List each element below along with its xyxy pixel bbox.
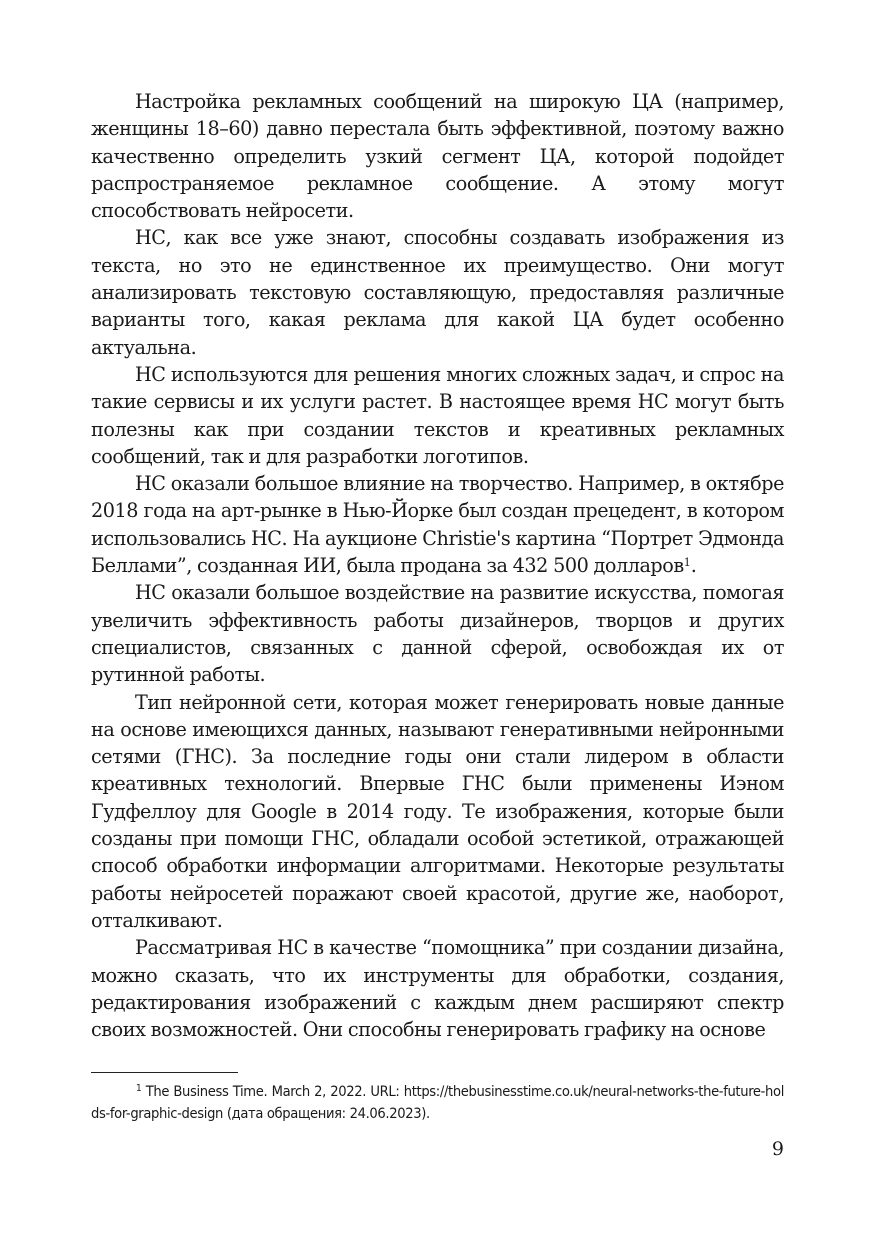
page-number: 9	[771, 1138, 784, 1160]
footnote-text: The Business Time. March 2, 2022. URL: https://thebusinesstime.co.uk/neural-networks-the-future-holds-for-graphic-design (дата обращения: 24.06.2023).	[91, 1083, 784, 1122]
footnote	[91, 1081, 784, 1124]
paragraph-7: Рассматривая НС в качестве “помощника” при создании дизайна, можно сказать, что их инструменты для обработки, создания, редактирования изображений с каждым днем расширяют спектр своих возможностей. Они способны генерировать графику на основе	[91, 936, 784, 1042]
paragraph-5: НС оказали большое воздействие на развитие искусства, помогая увеличить эффективность работы дизайнеров, творцов и других специалистов, связанных с данной сферой, освобождая их от рутинной работы.	[91, 581, 784, 687]
paragraph-4	[91, 470, 784, 579]
footnote-reference[interactable]: 1	[683, 556, 691, 570]
page-body	[91, 88, 784, 1043]
footnote-divider	[91, 1072, 238, 1073]
paragraph-4-text: НС оказали большое влияние на творчество. Например, в октябре 2018 года на арт-рынке в Нью-Йорке был создан прецедент, в котором использовались НС. На аукционе Christie's картина “Портрет Эдмонда Беллами”, созданная ИИ, была продана за 432 500 долларов	[91, 472, 784, 578]
paragraph-2: НС, как все уже знают, способны создавать изображения из текста, но это не единственное их преимущество. Они могут анализировать текстовую составляющую, предоставляя различные варианты того, какая реклама для какой ЦА будет особенно актуальна.	[91, 226, 784, 359]
paragraph-1: Настройка рекламных сообщений на широкую ЦА (например, женщины 18–60) давно перестала быть эффективной, поэтому важно качественно определить узкий сегмент ЦА, которой подойдет распространяемое рекламное сообщение. А этому могут способствовать нейросети.	[91, 90, 784, 223]
footnote-marker: 1	[136, 1083, 142, 1094]
paragraph-6: Тип нейронной сети, которая может генерировать новые данные на основе имеющихся данных, называют генеративными нейронными сетями (ГНС). За последние годы они стали лидером в области креативных технологий. Впервые ГНС были применены Иэном Гудфеллоу для Google в 2014 году. Те изображения, которые были созданы при помощи ГНС, обладали особой эстетикой, отражающей способ обработки информации алгоритмами. Некоторые результаты работы нейросетей поражают своей красотой, другие же, наоборот, отталкивают.	[91, 690, 784, 932]
paragraph-4-end: .	[690, 554, 697, 578]
paragraph-3: НС используются для решения многих сложных задач, и спрос на такие сервисы и их услуги растет. В настоящее время НС могут быть полезны как при создании текстов и креативных рекламных сообщений, так и для разработки логотипов.	[91, 362, 784, 468]
